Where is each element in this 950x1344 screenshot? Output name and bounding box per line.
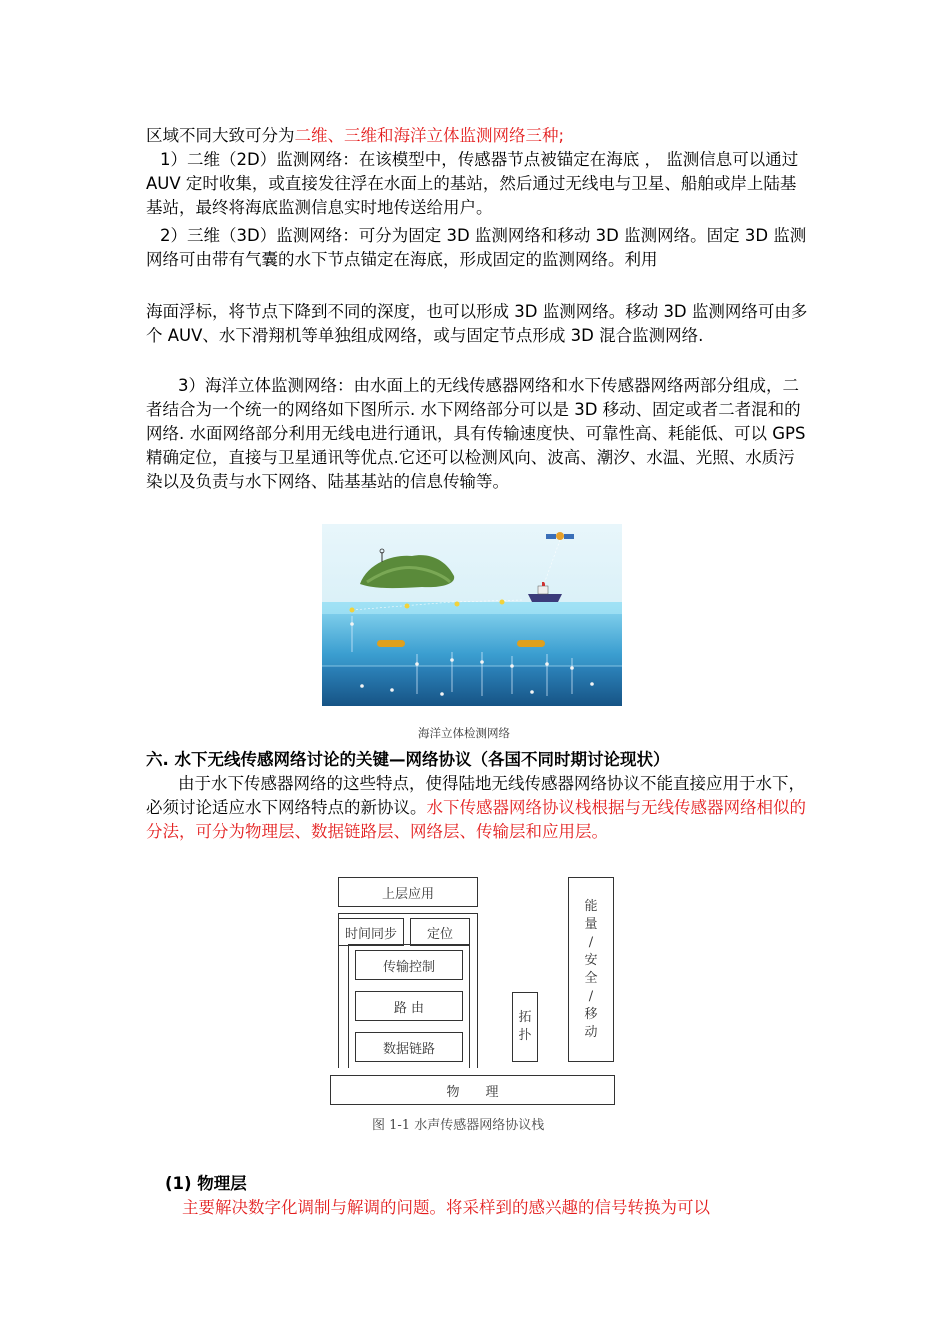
section-6-heading: 六. 水下无线传感网络讨论的关键—网络协议（各国不同时期讨论现状） (146, 750, 670, 769)
para-protocol-red: 水下传感器网络协议栈根据与无线传感器网络相似的分法，可分为物理层、数据链路层、网络层、传输层和应用层。 (146, 798, 806, 841)
ocean-figure-caption: 海洋立体检测网络 (418, 726, 510, 740)
intro-prefix: 区域不同大致可分为 (146, 126, 295, 145)
para-3d-cont: 海面浮标，将节点下降到不同的深度，也可以形成 3D 监测网络。移动 3D 监测网络可由多个 AUV、水下滑翔机等单独组成网络，或与固定节点形成 3D 混合监测网络. (146, 302, 808, 345)
stack-energy-security-mobility (568, 877, 614, 1062)
para-protocol-black: 由于水下传感器网络的这些特点，使得陆地无线传感器网络协议不能直接应用于水下，必须讨论适应水下网络特点的新协议。 (146, 774, 805, 817)
stack-app-layer: 上层应用 (338, 877, 478, 907)
side-char-5: 全 (584, 970, 598, 986)
stack-topology (512, 992, 538, 1062)
intro-red: 二维、三维和海洋立体监测网络三种; (294, 126, 565, 145)
para-3d: 2）三维（3D）监测网络：可分为固定 3D 监测网络和移动 3D 监测网络。固定 3D 监测网络可由带有气囊的水下节点锚定在海底，形成固定的监测网络。利用 (146, 226, 807, 269)
topology-char-1: 拓 (518, 1010, 532, 1025)
stack-locate: 定位 (410, 918, 470, 946)
intro-line (146, 124, 811, 148)
physical-layer-heading: (1) 物理层 (165, 1174, 247, 1193)
side-char-7: 移 (584, 1006, 598, 1022)
para-protocol (146, 772, 811, 844)
para-ocean: 3）海洋立体监测网络：由水面上的无线传感器网络和水下传感器网络两部分组成，二者结合为一个统一的网络如下图所示. 水下网络部分可以是 3D 移动、固定或者二者混和的网络. 水面网络部分利用无线电进行通讯，具有传输速度快、可靠性高、耗能低、可以 GPS 精确定位，直接与卫星通讯等优点.它还可以检测风向、波高、潮汐、水温、光照、水质污染以及负责与水下网络、陆基基站的信息传输等。 (146, 376, 806, 491)
stack-time-sync: 时间同步 (338, 918, 404, 946)
side-char-6: / (588, 988, 594, 1004)
stack-transport: 传输控制 (355, 950, 463, 980)
side-char-3: / (588, 934, 594, 950)
side-char-8: 动 (584, 1024, 598, 1040)
stack-physical: 物 理 (330, 1075, 615, 1105)
physical-layer-text: 主要解决数字化调制与解调的问题。将采样到的感兴趣的信号转换为可以 (182, 1198, 710, 1217)
topology-char-2: 扑 (518, 1028, 532, 1043)
stack-figure-caption: 图 1-1 水声传感器网络协议栈 (372, 1118, 545, 1133)
stack-datalink: 数据链路 (355, 1032, 463, 1062)
side-char-1: 能 (584, 898, 598, 914)
stack-routing: 路 由 (355, 991, 463, 1021)
ocean-network-figure (322, 524, 622, 706)
para-2d: 1）二维（2D）监测网络：在该模型中，传感器节点被锚定在海底 ， 监测信息可以通过 AUV 定时收集，或直接发往浮在水面上的基站，然后通过无线电与卫星、船舶或岸上陆基基站，最终将海底监测信息实时地传送给用户。 (146, 150, 799, 217)
side-char-2: 量 (584, 916, 598, 932)
side-char-4: 安 (584, 952, 598, 968)
